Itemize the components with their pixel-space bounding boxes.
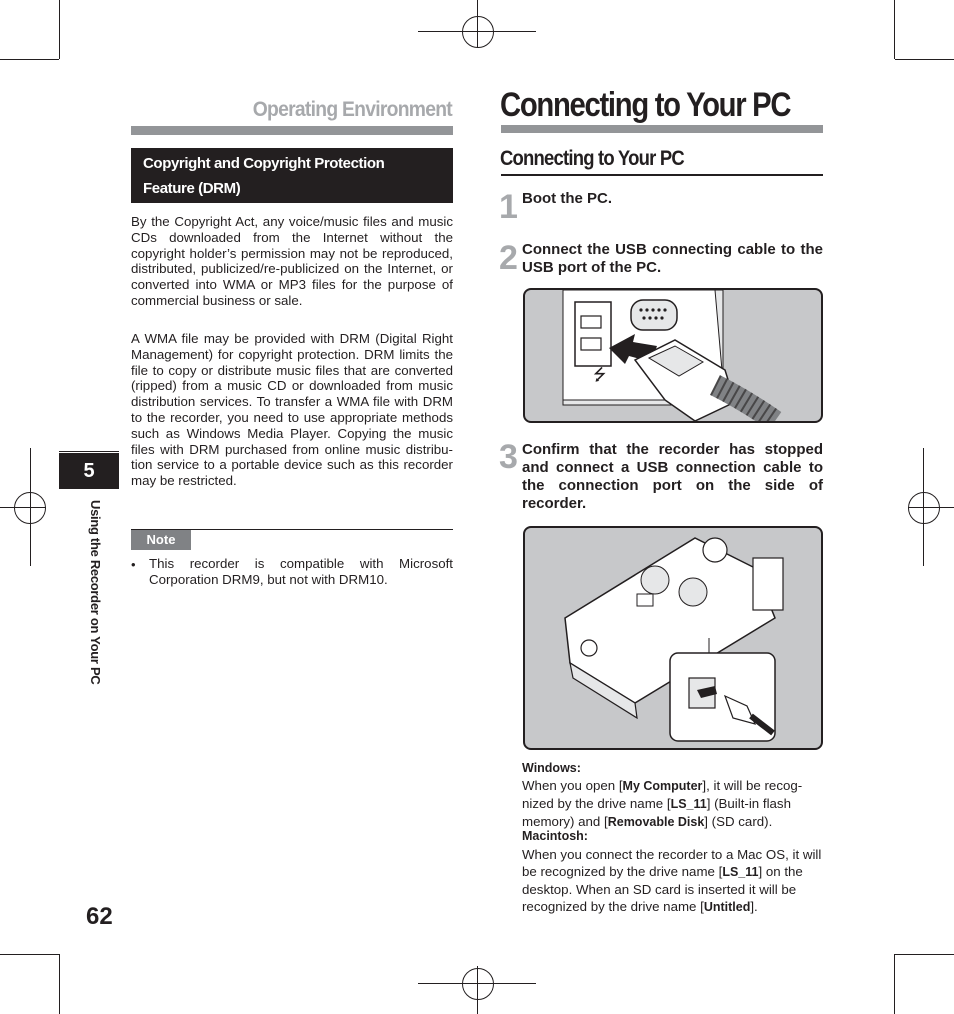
crop-mark (894, 954, 895, 1014)
svg-text:⭍: ⭍ (593, 365, 607, 384)
windows-text-part: ] (Built-in flash memory) and [ (522, 796, 791, 829)
note-text: This recorder is compatible with Microsoft Corporation DRM9, but not with DRM10. (149, 556, 453, 587)
chapter-title: Using the Recorder on Your PC (88, 500, 103, 685)
registration-circle (908, 492, 940, 524)
untitled-drive-name: Untitled (703, 900, 751, 914)
step-number: 1 (499, 188, 518, 226)
windows-label: Windows: (522, 761, 581, 775)
copyright-paragraph: By the Copyright Act, any voice/music files and music CDs downloaded from the Internet without the copyright holder’s permission may not be reproduced, distributed, publicized/re-publicized on the Internet, or converted into WMA or MP3 files for the purpose of commercial business or sale. (131, 214, 453, 308)
note-label: Note (131, 530, 191, 550)
note-bullet: • (131, 557, 136, 572)
crop-mark (895, 59, 954, 60)
drm-heading-line1: Copyright and Copyright Protection (143, 155, 385, 172)
section-heading-bar (131, 126, 453, 135)
step-number: 2 (499, 239, 518, 277)
step-number: 3 (499, 438, 518, 476)
crop-mark (895, 954, 954, 955)
registration-circle (462, 16, 494, 48)
section-heading: Operating Environment (252, 98, 452, 121)
registration-circle (14, 492, 46, 524)
drive-name: LS_11 (722, 865, 759, 879)
step-text: Boot the PC. (522, 190, 612, 207)
drm-heading-line2: Feature (DRM) (143, 180, 241, 197)
chapter-tab-line (59, 451, 119, 452)
registration-circle (462, 968, 494, 1000)
page-number: 62 (86, 903, 113, 930)
pc-usb-port-drawing (525, 290, 821, 421)
my-computer-name: My Computer (622, 779, 703, 793)
subtitle-rule (501, 174, 823, 176)
crop-mark (0, 59, 59, 60)
page-title: Connecting to Your PC (500, 86, 791, 124)
windows-text-part: ], it will be recog-nized by the drive name [ (522, 778, 803, 811)
chapter-title-vertical (89, 500, 103, 720)
page-title-bar (501, 125, 823, 133)
mac-text-part: ] on the desktop. When an SD card is inserted it will be recognized by the drive name [ (522, 864, 803, 914)
macintosh-text (522, 846, 825, 916)
drm-heading-box (131, 148, 453, 203)
section-subtitle: Connecting to Your PC (500, 147, 684, 170)
drm-paragraph: A WMA file may be provided with DRM (Digital Right Management) for copyright protection. DRM limits the file to copy or distribute music files that are converted (ripped) from a music CD or downloaded from music distribution services. To transfer a WMA file with DRM to the recorder, you need to use appropriate methods such as Windows Media Player. Copying the music files with DRM purchased from online music distribu-tion service to a portable device such as this recorder may be restricted. (131, 331, 453, 489)
windows-text-part: ] (SD card). (704, 814, 773, 829)
drive-name: LS_11 (670, 797, 707, 811)
step-text: Confirm that the recorder has stopped and connect a USB connection cable to the connection port on the side of recorder. (522, 441, 823, 512)
macintosh-label: Macintosh: (522, 829, 588, 843)
mac-text-part: When you connect the recorder to a Mac OS, it will be recognized by the drive name [ (522, 847, 822, 879)
crop-mark (59, 954, 60, 1014)
recorder-usb-illustration (523, 526, 823, 750)
windows-text-part: When you open [ (522, 778, 623, 793)
crop-mark (0, 954, 59, 955)
usb-pc-illustration (523, 288, 823, 423)
chapter-tab: 5 (59, 453, 119, 489)
crop-mark (59, 0, 60, 59)
step-text: Connect the USB connecting cable to the USB port of the PC. (522, 241, 823, 276)
crop-mark (894, 0, 895, 59)
removable-disk-name: Removable Disk (607, 815, 705, 829)
windows-text (522, 777, 825, 831)
recorder-drawing (525, 528, 821, 748)
mac-text-part: ]. (750, 899, 758, 914)
